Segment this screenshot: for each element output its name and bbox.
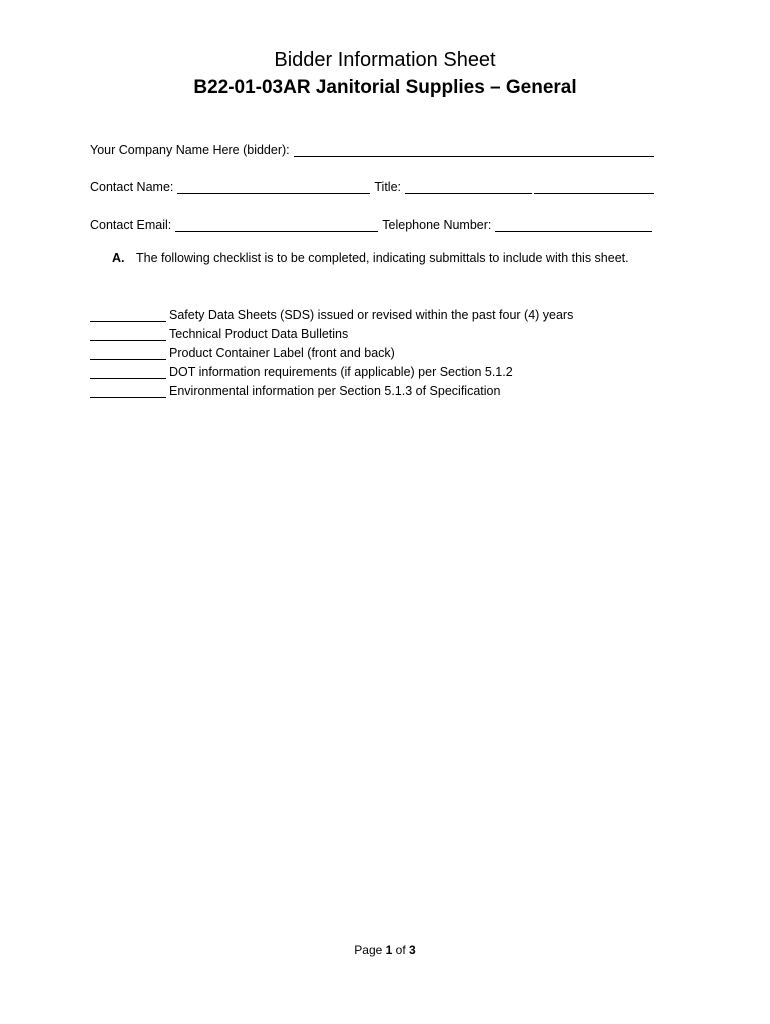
- submittal-checklist: [90, 303, 690, 398]
- checklist-item: [90, 379, 690, 398]
- checklist-item-label: Product Container Label (front and back): [169, 346, 395, 360]
- contact-email-field[interactable]: [175, 217, 378, 232]
- company-name-label: Your Company Name Here (bidder):: [90, 143, 290, 157]
- telephone-field[interactable]: [495, 217, 652, 232]
- of-word: of: [395, 943, 406, 957]
- company-name-field[interactable]: [294, 142, 654, 157]
- title-label: Title:: [374, 180, 401, 194]
- checklist-item: [90, 341, 690, 360]
- page-title: Bidder Information Sheet: [274, 49, 496, 71]
- company-name-row: [90, 137, 654, 157]
- section-a-text: The following checklist is to be completed, indicating submittals to include with this sheet.: [136, 251, 629, 265]
- contact-name-field[interactable]: [177, 179, 370, 194]
- checklist-blank[interactable]: [90, 364, 166, 379]
- contact-name-label: Contact Name:: [90, 180, 174, 194]
- checklist-item-label: Safety Data Sheets (SDS) issued or revised within the past four (4) years: [169, 308, 574, 322]
- section-a-letter: A.: [112, 251, 125, 265]
- page-footer: [0, 943, 770, 957]
- checklist-item: [90, 360, 690, 379]
- contact-email-row: [90, 212, 652, 232]
- checklist-item-label: DOT information requirements (if applicable) per Section 5.1.2: [169, 365, 513, 379]
- checklist-item: [90, 322, 690, 341]
- checklist-blank[interactable]: [90, 383, 166, 398]
- checklist-blank[interactable]: [90, 307, 166, 322]
- checklist-blank[interactable]: [90, 326, 166, 341]
- page-word: Page: [354, 943, 383, 957]
- telephone-label: Telephone Number:: [382, 218, 492, 232]
- title-field[interactable]: [405, 179, 532, 194]
- checklist-blank[interactable]: [90, 345, 166, 360]
- page-current-number: 1: [385, 943, 393, 957]
- title-field-extension[interactable]: [534, 179, 654, 194]
- contact-email-label: Contact Email:: [90, 218, 172, 232]
- checklist-item-label: Technical Product Data Bulletins: [169, 327, 349, 341]
- page-subtitle: B22-01-03AR Janitorial Supplies – General: [193, 77, 577, 98]
- page-total-number: 3: [409, 943, 416, 957]
- contact-name-row: [90, 174, 654, 194]
- checklist-item-label: Environmental information per Section 5.1.3 of Specification: [169, 384, 501, 398]
- checklist-item: [90, 303, 690, 322]
